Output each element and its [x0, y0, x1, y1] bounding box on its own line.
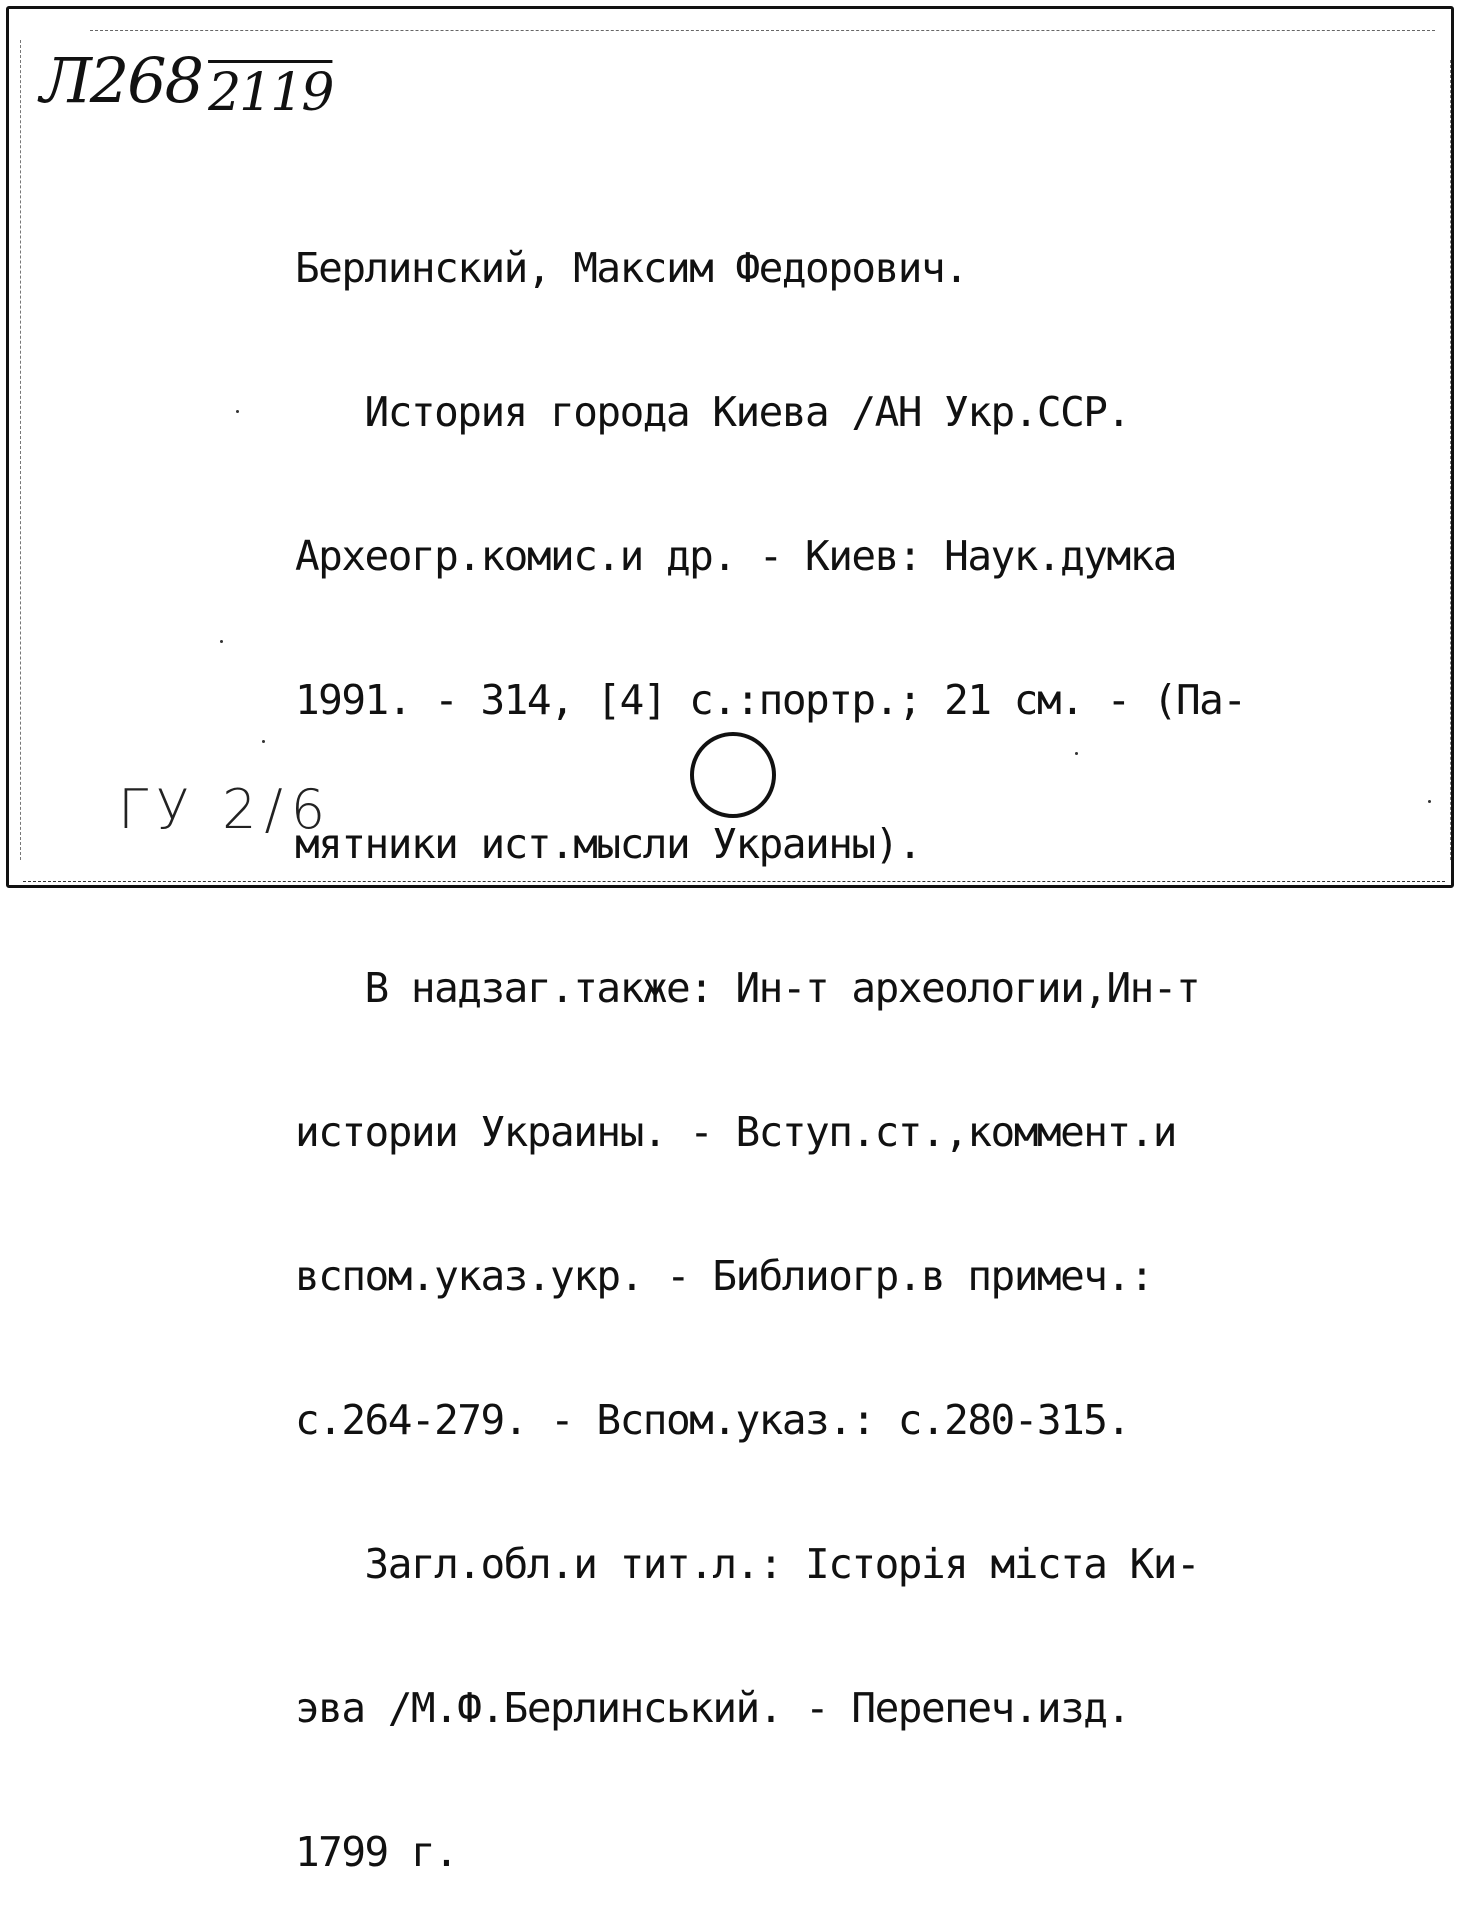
- entry-line: Загл.обл.и тит.л.: Історія міста Ки-: [295, 1540, 1200, 1588]
- speck: [236, 410, 239, 413]
- entry-line: Берлинский, Максим Федорович.: [295, 244, 968, 292]
- shelf-mark: ГУ 2/6: [118, 778, 334, 841]
- entry-line: 1991. - 314, [4] с.:портр.; 21 см. - (Па-: [295, 676, 1246, 724]
- entry-line: История города Киева /АН Укр.ССР.: [295, 388, 1130, 436]
- call-number-sub: 2119: [208, 63, 333, 123]
- speck: [220, 640, 223, 643]
- speck: [1428, 800, 1431, 803]
- call-number-main: Л268: [40, 44, 203, 117]
- speck: [1075, 752, 1078, 755]
- entry-line: эва /М.Ф.Берлинський. - Перепеч.изд.: [295, 1684, 1130, 1732]
- entry-line: Археогр.комис.и др. - Киев: Наук.думка: [295, 532, 1176, 580]
- bibliographic-entry: [295, 148, 1445, 1924]
- entry-line: истории Украины. - Вступ.ст.,коммент.и: [295, 1108, 1176, 1156]
- punch-hole-circle: [690, 732, 776, 818]
- right-margin-dots: [1450, 60, 1451, 860]
- entry-line: 1799 г.: [295, 1828, 458, 1876]
- call-number: [40, 44, 333, 123]
- entry-line: мятники ист.мысли Украины).: [295, 820, 921, 868]
- top-rule: [90, 30, 1435, 31]
- entry-line: вспом.указ.укр. - Библиогр.в примеч.:: [295, 1252, 1153, 1300]
- entry-line: В надзаг.также: Ин-т археологии,Ин-т: [295, 964, 1200, 1012]
- speck: [262, 740, 265, 743]
- entry-line: с.264-279. - Вспом.указ.: с.280-315.: [295, 1396, 1130, 1444]
- left-margin-dots: [20, 40, 21, 860]
